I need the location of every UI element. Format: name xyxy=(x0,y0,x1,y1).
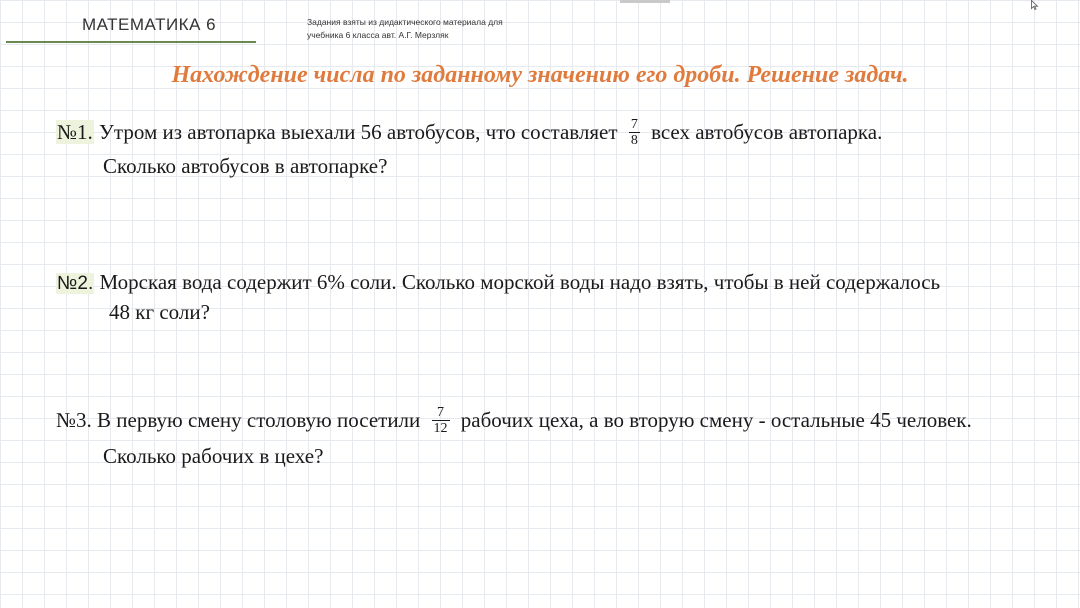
source-note-line-2: учебника 6 класса авт. А.Г. Мерзляк xyxy=(307,30,449,40)
task-3-fraction-numerator: 7 xyxy=(437,404,445,420)
task-1 xyxy=(56,118,882,180)
page-title: Нахождение числа по заданному значению его дроби. Решение задач. xyxy=(171,62,909,88)
task-1-line-2: Сколько автобусов в автопарке? xyxy=(103,153,388,178)
task-3-fraction-denominator: 12 xyxy=(433,420,448,436)
task-1-fraction-numerator: 7 xyxy=(630,116,638,132)
task-3-fraction xyxy=(432,405,450,436)
task-3-text-after-fraction: рабочих цеха, а во вторую смену - остальные 45 человек. xyxy=(460,408,972,432)
task-2-line-1 xyxy=(56,268,940,298)
task-3 xyxy=(56,406,972,470)
task-2 xyxy=(56,268,940,326)
task-1-text-after-fraction: всех автобусов автопарка. xyxy=(651,120,883,144)
task-3-line-2: Сколько рабочих в цехе? xyxy=(103,443,324,468)
source-note-line-1: Задания взяты из дидактического материала для xyxy=(307,17,503,27)
task-3-number: №3. xyxy=(56,408,92,432)
task-2-text: Морская вода содержит 6% соли. Сколько морской воды надо взять, чтобы в ней содержалось xyxy=(99,270,941,294)
task-1-text-before-fraction: Утром из автопарка выехали 56 автобусов, что составляет xyxy=(99,120,618,144)
task-1-line-1 xyxy=(56,118,882,150)
task-1-number: №1. xyxy=(57,120,93,144)
task-3-text-before-fraction: В первую смену столовую посетили xyxy=(97,408,421,432)
source-note xyxy=(307,16,503,42)
subject-label: МАТЕМАТИКА 6 xyxy=(82,15,217,34)
task-2-number: №2. xyxy=(57,273,94,294)
task-3-line-1 xyxy=(56,406,972,438)
window-top-tab xyxy=(620,0,670,3)
task-1-fraction xyxy=(629,117,640,148)
mouse-cursor-icon xyxy=(1031,0,1039,10)
task-1-fraction-denominator: 8 xyxy=(630,132,638,148)
header-underline xyxy=(6,41,256,43)
task-2-line-2: 48 кг соли? xyxy=(109,300,210,324)
